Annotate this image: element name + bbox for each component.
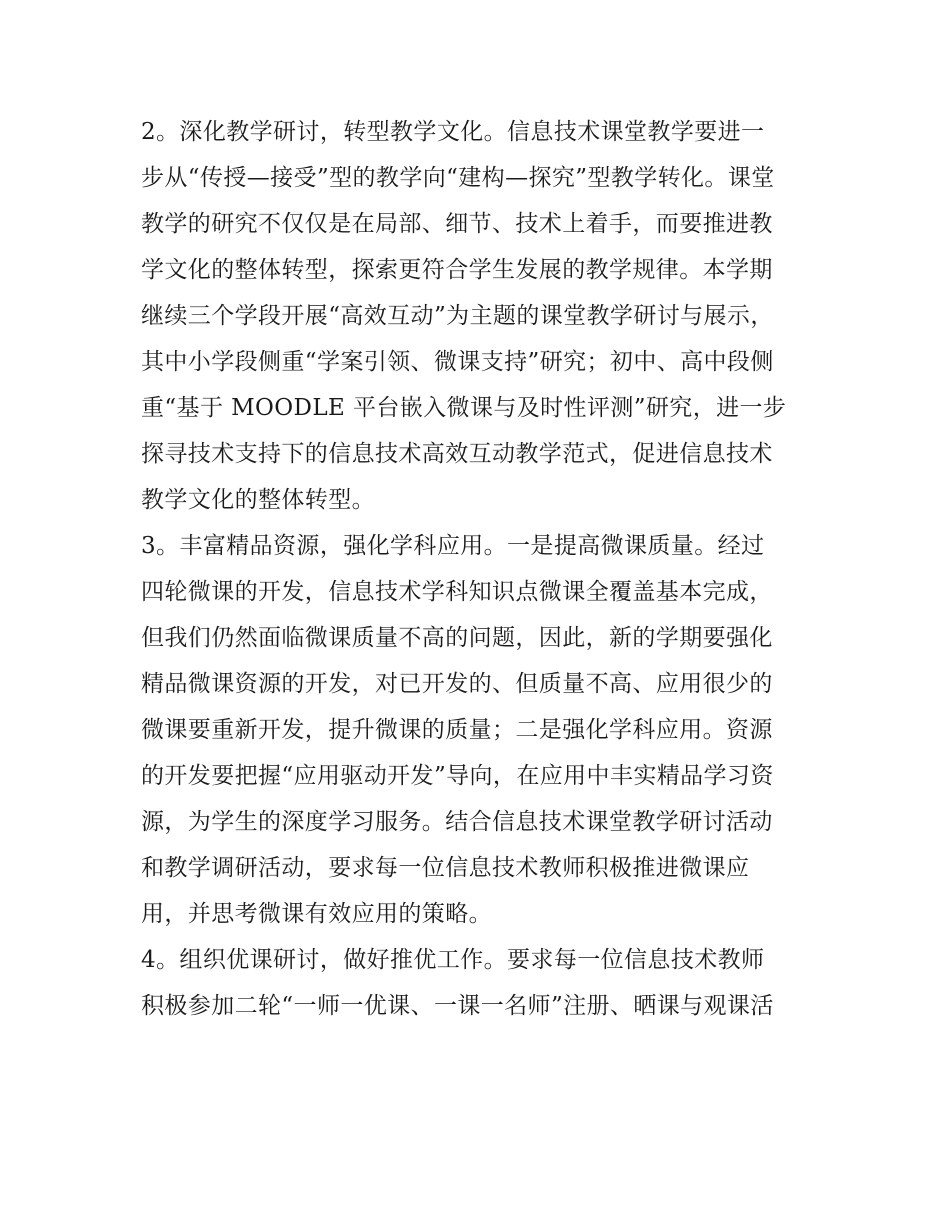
text-line: 步从“传授—接受”型的教学向“建构—探究”型教学转化。课堂: [141, 165, 775, 191]
text-line: 学文化的整体转型，探索更符合学生发展的教学规律。本学期: [141, 257, 773, 283]
text-line: 用，并思考微课有效应用的策略。: [141, 901, 492, 927]
text-line: 探寻技术支持下的信息技术高效互动教学范式，促进信息技术: [141, 441, 773, 467]
text-line: 继续三个学段开展“高效互动”为主题的课堂教学研讨与展示，: [141, 303, 774, 329]
text-line: 4。组织优课研讨，做好推优工作。要求每一位信息技术教师: [141, 947, 765, 973]
text-line: 但我们仍然面临微课质量不高的问题，因此，新的学期要强化: [141, 625, 773, 651]
text-line: 重“基于 MOODLE 平台嵌入微课与及时性评测”研究，进一步: [141, 395, 787, 421]
text-line: 3。丰富精品资源，强化学科应用。一是提高微课质量。经过: [141, 533, 765, 559]
text-line: 教学文化的整体转型。: [141, 487, 375, 513]
text-line: 精品微课资源的开发，对已开发的、但质量不高、应用很少的: [141, 671, 773, 697]
text-line: 微课要重新开发，提升微课的质量；二是强化学科应用。资源: [141, 717, 773, 743]
text-line: 四轮微课的开发，信息技术学科知识点微课全覆盖基本完成，: [141, 579, 773, 605]
text-line: 2。深化教学研讨，转型教学文化。信息技术课堂教学要进一: [141, 119, 765, 145]
text-line: 教学的研究不仅仅是在局部、细节、技术上着手，而要推进教: [141, 211, 773, 237]
text-line: 积极参加二轮“一师一优课、一课一名师”注册、晒课与观课活: [141, 993, 774, 1019]
text-line: 和教学调研活动，要求每一位信息技术教师积极推进微课应: [141, 855, 750, 881]
text-line: 的开发要把握“应用驱动开发”导向，在应用中丰实精品学习资: [141, 763, 774, 789]
text-line: 源，为学生的深度学习服务。结合信息技术课堂教学研讨活动: [141, 809, 773, 835]
document-body: [141, 109, 813, 1029]
text-line: 其中小学段侧重“学案引领、微课支持”研究；初中、高中段侧: [141, 349, 774, 375]
